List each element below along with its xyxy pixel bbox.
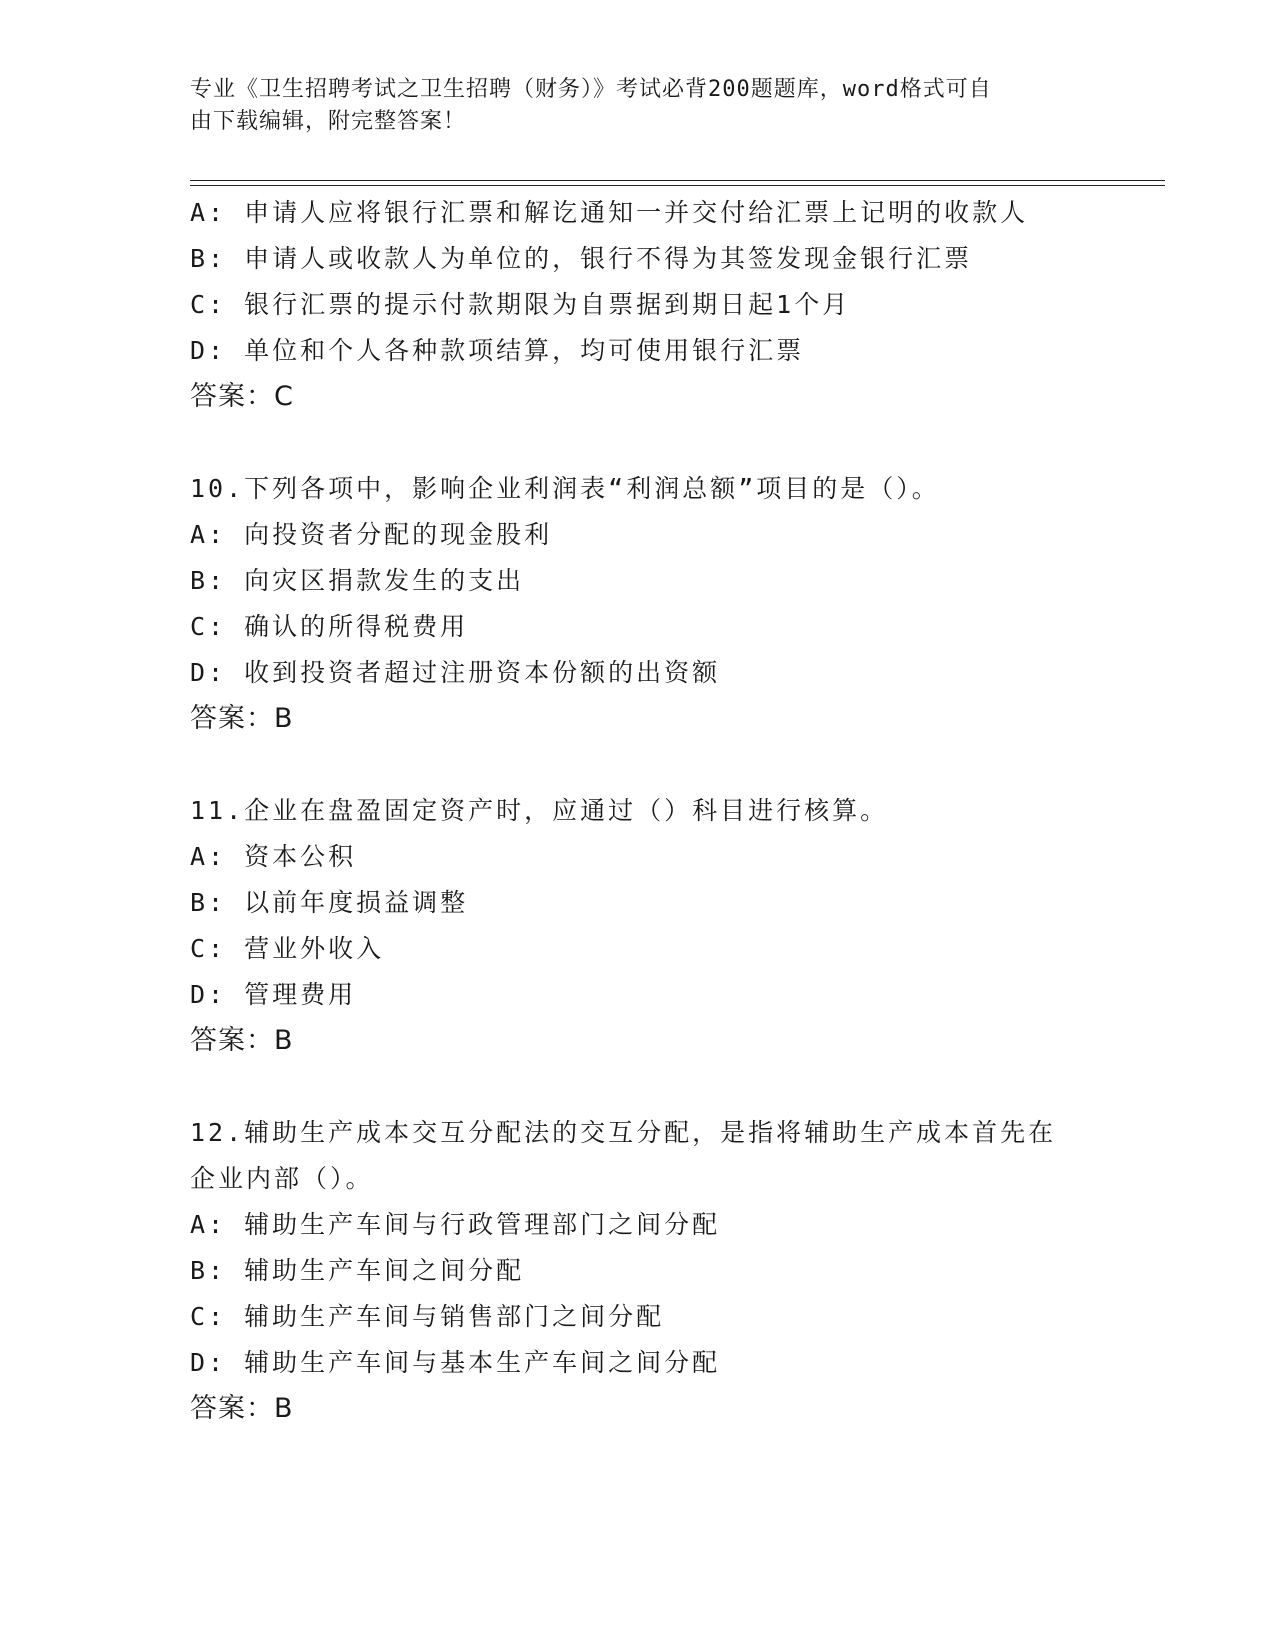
- answer: 答案：B: [190, 1393, 294, 1424]
- question-list: [190, 190, 1090, 1432]
- spacer: [190, 420, 1090, 466]
- spacer: [190, 742, 1090, 788]
- question-text: 10.下列各项中，影响企业利润表“利润总额”项目的是（）。: [190, 474, 940, 503]
- document-header: [190, 74, 1090, 138]
- question-12: [190, 1110, 1090, 1432]
- option-d: D: 管理费用: [190, 980, 357, 1009]
- option-c: C: 银行汇票的提示付款期限为自票据到期日起1个月: [190, 290, 851, 319]
- header-line-1: 专业《卫生招聘考试之卫生招聘（财务）》考试必背200题题库，word格式可自: [190, 77, 992, 102]
- option-b: B: 以前年度损益调整: [190, 888, 469, 917]
- question-11: [190, 788, 1090, 1064]
- option-d: D: 收到投资者超过注册资本份额的出资额: [190, 658, 721, 687]
- option-c: C: 辅助生产车间与销售部门之间分配: [190, 1302, 665, 1331]
- option-a: A: 申请人应将银行汇票和解讫通知一并交付给汇票上记明的收款人: [190, 198, 1029, 227]
- option-b: B: 申请人或收款人为单位的，银行不得为其签发现金银行汇票: [190, 244, 973, 273]
- question-text-line-2: 企业内部（）。: [190, 1164, 374, 1193]
- header-line-2: 由下载编辑，附完整答案！: [190, 109, 467, 134]
- option-a: A: 辅助生产车间与行政管理部门之间分配: [190, 1210, 721, 1239]
- option-d: D: 辅助生产车间与基本生产车间之间分配: [190, 1348, 721, 1377]
- spacer: [190, 1064, 1090, 1110]
- question-text: 11.企业在盘盈固定资产时，应通过（）科目进行核算。: [190, 796, 889, 825]
- header-divider-bottom: [190, 185, 1165, 186]
- option-c: C: 确认的所得税费用: [190, 612, 469, 641]
- question-10: [190, 466, 1090, 742]
- option-b: B: 辅助生产车间之间分配: [190, 1256, 525, 1285]
- answer: 答案：B: [190, 1025, 294, 1056]
- question-text-line-1: 12.辅助生产成本交互分配法的交互分配，是指将辅助生产成本首先在: [190, 1118, 1057, 1147]
- option-a: A: 资本公积: [190, 842, 357, 871]
- option-c: C: 营业外收入: [190, 934, 385, 963]
- answer: 答案：B: [190, 703, 294, 734]
- question-9: [190, 190, 1090, 420]
- option-a: A: 向投资者分配的现金股利: [190, 520, 553, 549]
- option-b: B: 向灾区捐款发生的支出: [190, 566, 525, 595]
- header-divider-top: [190, 180, 1165, 181]
- option-d: D: 单位和个人各种款项结算，均可使用银行汇票: [190, 336, 805, 365]
- answer: 答案：C: [190, 381, 294, 412]
